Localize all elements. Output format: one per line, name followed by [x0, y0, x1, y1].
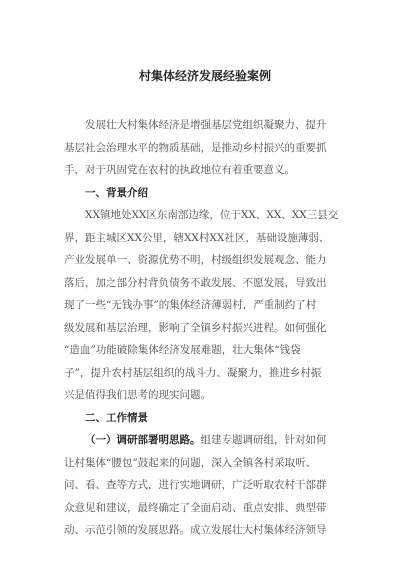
text-line: 手，对于巩固党在农村的执政地位有着重要意义。 [64, 164, 295, 176]
intro-paragraph [64, 114, 346, 182]
text-line: 落后，加之部分村背负债务不敢发展、不愿发展，导致出 [64, 276, 327, 289]
background-paragraph [64, 204, 346, 407]
text-line: 发展壮大村集体经济是增强基层党组织凝聚力、提升 [85, 119, 327, 131]
work-paragraph [64, 429, 346, 542]
text-line [64, 429, 346, 452]
text-line: 问、看、查等方式，进行实地调研，广泛听取农村干部群 [64, 479, 327, 491]
document-body [64, 114, 346, 542]
text-line: 界，距主城区XX公里，辖XX村XX社区，基础设施薄弱、 [64, 231, 330, 244]
text-line: XX镇地处XX区东南部边缘，位于XX、XX、XX三县交 [85, 209, 339, 221]
text-line: 动、示范引领的发展思路。成立发展壮大村集体经济领导 [64, 524, 327, 536]
text-line: 众意见和建议，最终确定了全面启动、重点安排、典型带 [64, 501, 327, 514]
subsection-heading: （一）调研部署明思路。 [85, 434, 201, 446]
text-line: 子”，提升农村基层组织的战斗力、凝聚力，推进乡村振 [64, 366, 322, 379]
text-line: 基层社会治理水平的物质基础，是推动乡村振兴的重要抓 [64, 141, 327, 154]
text-line: 产业发展单一、资源优势不明，村级组织发展观念、能力 [64, 254, 327, 266]
text-line: 兴是值得我们思考的现实问题。 [64, 389, 211, 401]
text-line: “造血”功能破除集体经济发展难题，壮大集体“钱袋 [64, 344, 301, 356]
text-line: 让村集体“腰包”鼓起来的问题，深入全镇各村采取听、 [64, 456, 317, 469]
text-line: 现了一些“无钱办事”的集体经济薄弱村，严重制约了村 [64, 299, 317, 311]
section-heading-background: 一、背景介绍 [85, 186, 148, 199]
section-heading-work: 二、工作情景 [85, 411, 148, 424]
document-title: 村集体经济发展经验案例 [138, 69, 271, 83]
text-line: 级发展和基层治理，影响了全镇乡村振兴进程。如何强化 [64, 321, 327, 334]
text-fragment: 组建专题调研组，针对如何 [200, 434, 327, 446]
